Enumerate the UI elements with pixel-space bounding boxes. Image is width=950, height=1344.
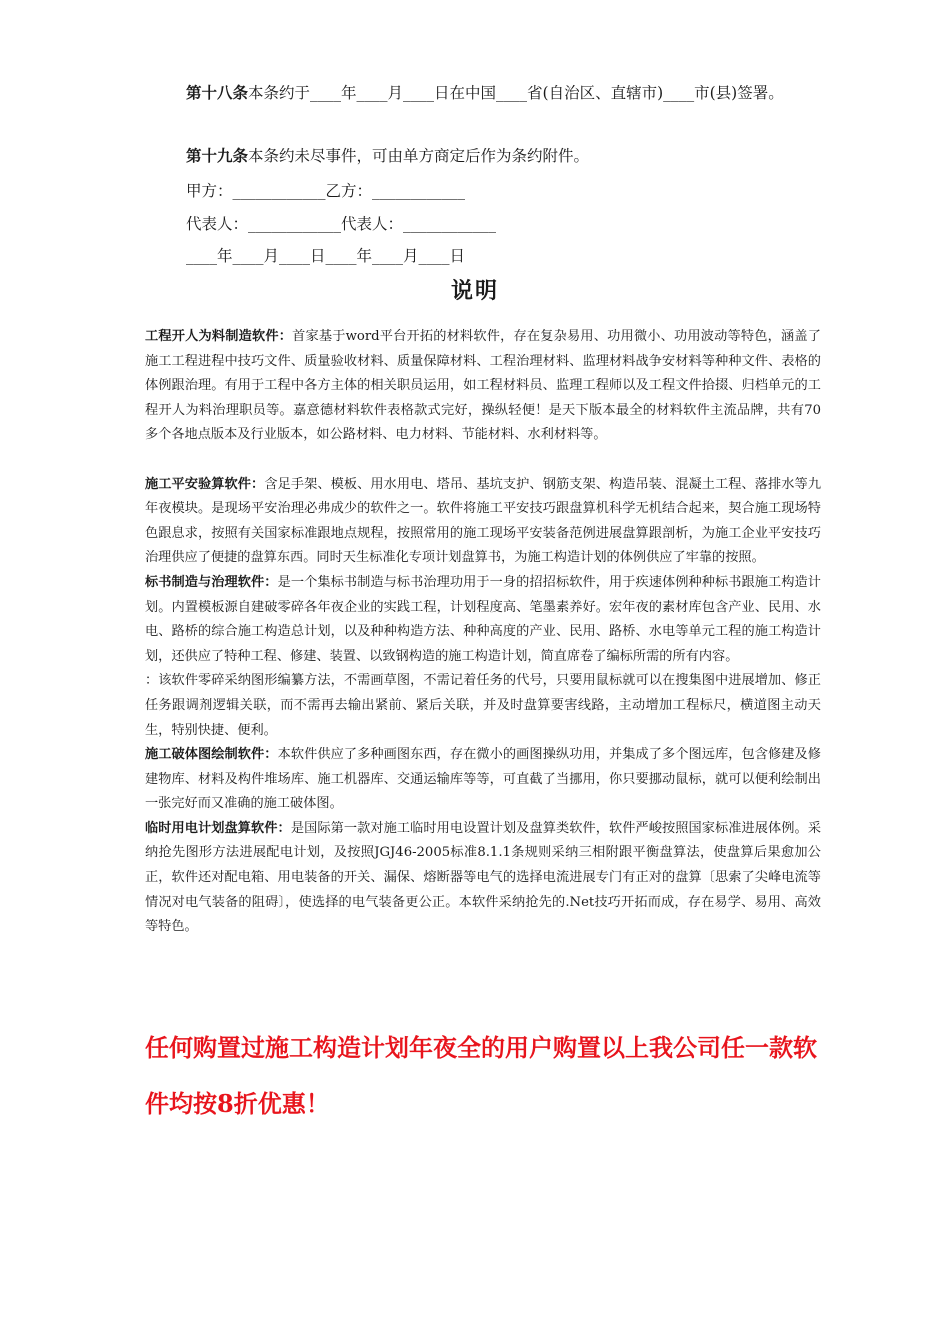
- section-title: 说明: [450, 278, 499, 304]
- paragraph-text: 是一个集标书制造与标书治理功用于一身的招招标软件，用于疾速体例种种标书跟施工构造计划。内置模板源自建破零碎各年夜企业的实践工程，计划程度高、笔墨素养好。宏年夜的素材库包含产业、民用、水电、路桥的综合施工构造总计划，以及种种构造方法、种种高度的产业、民用、路桥、水电等单元工程的施工构造计划，还供应了特种工程、修建、装置、以致钢构造的施工构造计划，简直席卷了编标所需的所有内容。: [145, 574, 821, 664]
- paragraph-safety-calc-software: [145, 473, 821, 571]
- promotion-notice: 任何购置过施工构造计划年夜全的用户购置以上我公司任一款软件均按8折优惠！: [145, 1033, 817, 1118]
- article-19-label: 第十九条: [186, 146, 249, 165]
- paragraph-text: 首家基于word平台开拓的材料软件，存在复杂易用、功用微小、功用波动等特色，涵盖了施工工程进程中技巧文件、质量验收材料、质量保障材料、工程治理材料、监理材料战争安材料等种种文件、表格的体例跟治理。有用于工程中各方主体的相关职员运用，如工程材料员、监理工程师以及工程文件拾掇、归档单元的工程开人为料治理职员等。嘉意德材料软件表格款式完好，操纵轻便！是天下版本最全的材料软件主流品牌，共有70多个各地点版本及行业版本，如公路材料、电力材料、节能材料、水利材料等。: [145, 329, 821, 443]
- description-body: [145, 325, 821, 940]
- paragraph-network-graph: [145, 669, 821, 743]
- paragraph-label: 工程开人为料制造软件：: [145, 329, 293, 344]
- paragraph-label: 标书制造与治理软件：: [145, 574, 278, 590]
- article-19-text: 本条约未尽事件，可由单方商定后作为条约附件。: [248, 147, 590, 165]
- paragraph-text: 本软件供应了多种画图东西，存在微小的画图操纵功用，并集成了多个图远库，包含修建及修建物库、材料及构件堆场库、施工机器库、交通运输库等等，可直截了当挪用，你只要挪动鼠标，就可以便利绘制出一张完好而又准确的施工破体图。: [145, 747, 821, 812]
- paragraph-text: 是国际第一款对施工临时用电设置计划及盘算类软件，软件严峻按照国家标准进展体例。采纳抢先图形方法进展配电计划，及按照JGJ46-2005标准8.1.1条规则采纳三相附跟平衡盘算法，使盘算后果愈加公正，软件还对配电箱、用电装备的开关、漏保、熔断器等电气的选择电流进展专门有正对的盘算〔思索了尖峰电流等情况对电气装备的阻碍〕，使选择的电气装备更公正。本软件采纳抢先的.Net技巧开拓而成，存在易学、易用、高效等特色。: [145, 820, 822, 935]
- paragraph-text: ：该软件零碎采纳图形编纂方法，不需画草图，不需记着任务的代号，只要用鼠标就可以在搜集图中进展增加、修正任务跟调剂逻辑关联，而不需再去输出紧前、紧后关联，并及时盘算要害线路，主动增加工程标尺，横道图主动天生，特别快捷、便利。: [145, 673, 821, 738]
- article-19: [150, 140, 820, 173]
- article-18-label: 第十八条: [186, 83, 249, 102]
- article-18: [150, 77, 820, 110]
- signature-party-line: 甲方：____________乙方：____________: [186, 182, 466, 200]
- paragraph-label: 施工破体图绘制软件：: [145, 747, 278, 763]
- paragraph-site-plan-software: [145, 743, 821, 817]
- paragraph-label: 施工平安验算软件：: [145, 476, 265, 492]
- signature-representative-line: 代表人：____________代表人：____________: [186, 215, 497, 233]
- paragraph-temp-power-software: [145, 817, 821, 940]
- signature-date-line: ____年____月____日____年____月____日: [186, 247, 466, 265]
- paragraph-spacer: [145, 448, 821, 473]
- article-18-text: 本条约于____年____月____日在中国____省(自治区、直辖市)____市(县)签署。: [248, 84, 784, 102]
- paragraph-material-software: [145, 325, 821, 448]
- paragraph-text: 含足手架、模板、用水用电、塔吊、基坑支护、钢筋支架、构造吊装、混凝土工程、落排水等九年夜模块。是现场平安治理必弗成少的软件之一。软件将施工平安技巧跟盘算机科学无机结合起来，契合施工现场特色跟息求，按照有关国家标准跟地点规程，按照常用的施工现场平安装备范例进展盘算跟剖析，为施工企业平安技巧治理供应了便捷的盘算东西。同时天生标准化专项计划盘算书，为施工构造计划的体例供应了牢靠的按照。: [145, 476, 822, 566]
- paragraph-label: 临时用电计划盘算软件：: [145, 820, 291, 836]
- paragraph-bid-software: [145, 571, 821, 669]
